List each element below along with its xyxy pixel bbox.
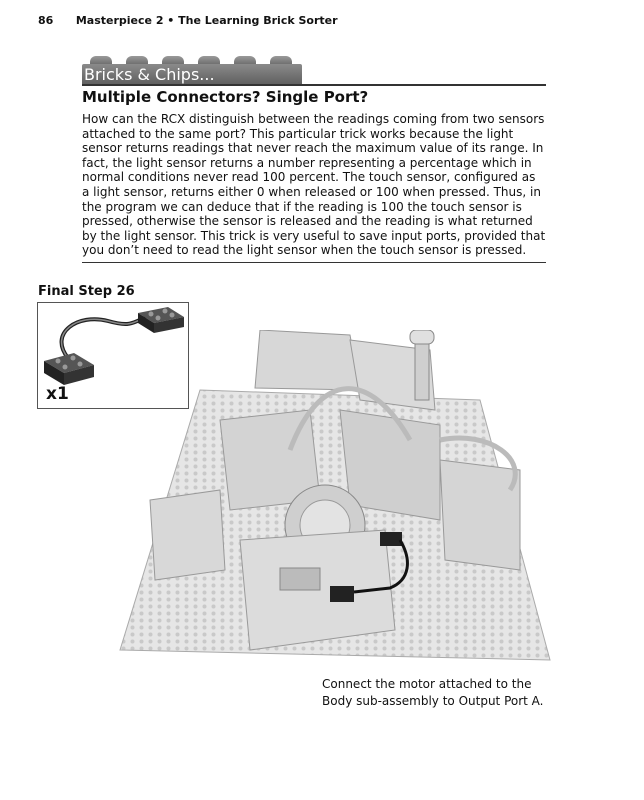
sidebar-body: How can the RCX distinguish between the readings coming from two sensors attached to the same port? This particular trick works because the light sensor returns readings that never reach the maximum value of its range. In fact, the light sensor returns a number representing a percentage which in normal conditions never read 100 percent. The touch sensor, configured as a light sensor, returns either 0 when released or 100 when pressed. Thus, in the program we can deduce that if the reading is 100 the touch sensor is pressed, otherwise the sensor is released and the reading is what returned by the light sensor. This trick is very useful to save input ports, provided that you don’t need to read the light sensor when the touch sensor is pressed. <box>82 112 546 258</box>
sidebar-rule-bottom <box>82 262 546 263</box>
connector-top <box>380 532 402 546</box>
running-header <box>38 14 338 27</box>
sidebar-rule-top <box>82 84 546 86</box>
light-sensor-tower <box>415 340 429 400</box>
running-title: Masterpiece 2 • The Learning Brick Sorter <box>75 14 338 27</box>
page-number: 86 <box>38 14 54 27</box>
sidebar-banner-area <box>82 56 546 86</box>
lego-model-illustration <box>110 330 560 680</box>
back-structure <box>255 330 360 390</box>
connector-bottom <box>330 586 354 602</box>
parts-quantity: x1 <box>46 384 69 404</box>
brick-banner <box>82 56 302 86</box>
step-title: Final Step 26 <box>38 284 135 299</box>
sidebar-banner-label: Bricks & Chips... <box>84 65 215 84</box>
side-assembly <box>440 460 520 570</box>
sidebar-title: Multiple Connectors? Single Port? <box>82 88 369 106</box>
step-caption: Connect the motor attached to the Body sub-assembly to Output Port A. <box>322 677 544 708</box>
connector-brick-left <box>44 353 94 385</box>
